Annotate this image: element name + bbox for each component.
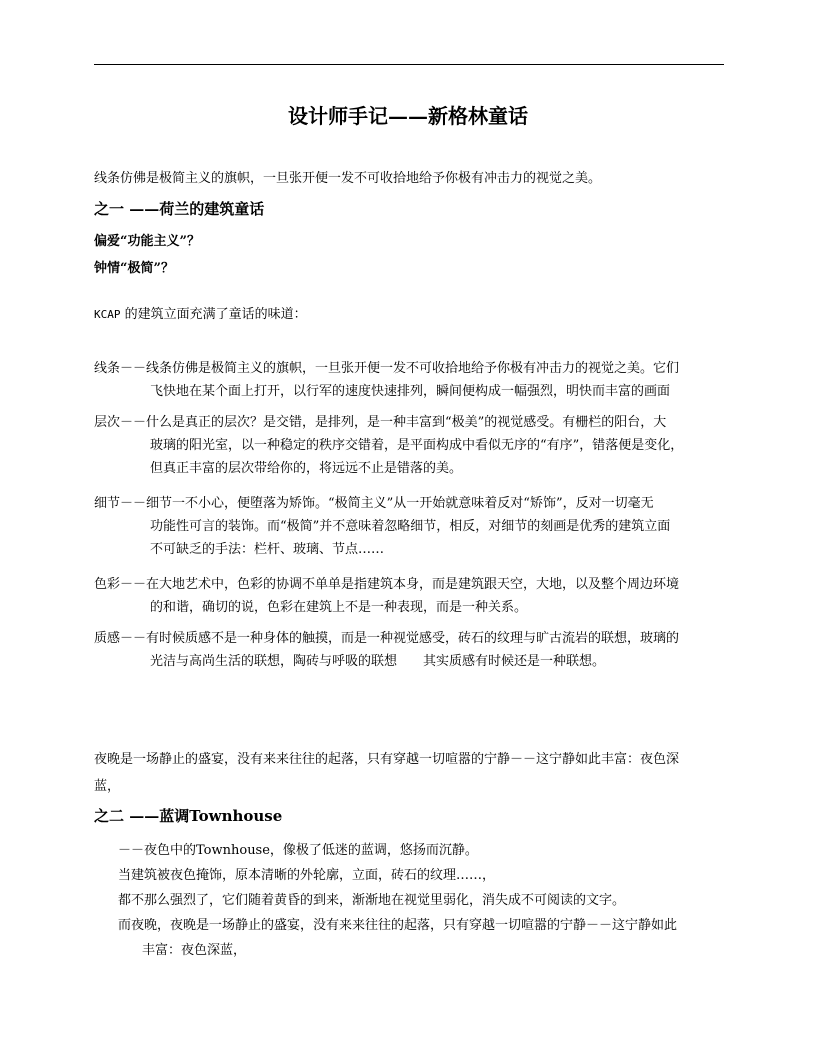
section2-line: 而夜晚，夜晚是一场静止的盛宴，没有来来往往的起落，只有穿越一切喧嚣的宁静－－这宁静如此 [118, 918, 678, 933]
item-lines-first: 线条－－线条仿佛是极简主义的旗帜，一旦张开便一发不可收拾地给予你极有冲击力的视觉之美。它们 [94, 361, 680, 376]
item-color [94, 573, 726, 619]
item-details [94, 492, 726, 561]
item-texture [94, 627, 726, 673]
item-layers [94, 411, 726, 480]
section2-line: 丰富：夜色深蓝， [142, 943, 247, 958]
item-details-first: 细节－－细节一不小心，便堕落为矫饰。“极简主义”从一开始就意味着反对“矫饰”，反对一切毫无 [94, 496, 654, 511]
item-texture-cont: 光洁与高尚生活的联想，陶砖与呼吸的联想 其实质感有时候还是一种联想。 [150, 654, 606, 669]
section1-heading: 之一 ——荷兰的建筑童话 [94, 200, 265, 218]
kcap-label: KCAP [94, 308, 121, 321]
page-title: 设计师手记——新格林童话 [288, 104, 528, 128]
night-line: 夜晚是一场静止的盛宴，没有来来往往的起落，只有穿越一切喧嚣的宁静－－这宁静如此丰富：夜色深 [94, 752, 680, 767]
kcap-intro [94, 306, 307, 324]
night-line: 蓝， [94, 779, 121, 794]
intro-paragraph: 线条仿佛是极简主义的旗帜，一旦张开便一发不可收拾地给予你极有冲击力的视觉之美。 [94, 171, 602, 186]
item-layers-cont: 玻璃的阳光室，以一种稳定的秩序交错着，是平面构成中看似无序的“有序”，错落便是变化， [150, 438, 684, 453]
item-details-cont: 功能性可言的装饰。而“极简”并不意味着忽略细节，相反，对细节的刻画是优秀的建筑立面 [150, 519, 671, 534]
section2-body [118, 838, 728, 963]
item-lines [94, 357, 726, 403]
item-color-first: 色彩－－在大地艺术中，色彩的协调不单单是指建筑本身，而是建筑跟天空，大地，以及整个周边环境 [94, 577, 680, 592]
item-layers-cont: 但真正丰富的层次带给你的，将远远不止是错落的美。 [150, 461, 463, 476]
kcap-text: 的建筑立面充满了童话的味道： [120, 307, 307, 322]
night-paragraph [94, 746, 726, 800]
question-functionalism: 偏爱“功能主义”？ [94, 234, 200, 249]
section2-heading: 之二 ——蓝调Townhouse [94, 807, 283, 825]
header-rule [94, 64, 724, 65]
item-texture-first: 质感－－有时候质感不是一种身体的触摸，而是一种视觉感受，砖石的纹理与旷古流岩的联想，玻璃的 [94, 631, 680, 646]
item-details-cont: 不可缺乏的手法：栏杆、玻璃、节点…… [150, 542, 385, 557]
item-lines-cont: 飞快地在某个面上打开，以行军的速度快速排列，瞬间便构成一幅强烈，明快而丰富的画面 [150, 384, 671, 399]
section2-line: 当建筑被夜色掩饰，原本清晰的外轮廓，立面，砖石的纹理……， [118, 868, 496, 883]
section2-line: 都不那么强烈了，它们随着黄昏的到来，渐渐地在视觉里弱化，消失成不可阅读的文字。 [118, 893, 626, 908]
question-minimalism: 钟情“极简”？ [94, 261, 174, 276]
item-layers-first: 层次－－什么是真正的层次？是交错，是排列，是一种丰富到“极美”的视觉感受。有栅栏的阳台，大 [94, 415, 667, 430]
section2-line: －－夜色中的Townhouse，像极了低迷的蓝调，悠扬而沉静。 [118, 843, 478, 858]
item-color-cont: 的和谐，确切的说，色彩在建筑上不是一种表现，而是一种关系。 [150, 600, 528, 615]
